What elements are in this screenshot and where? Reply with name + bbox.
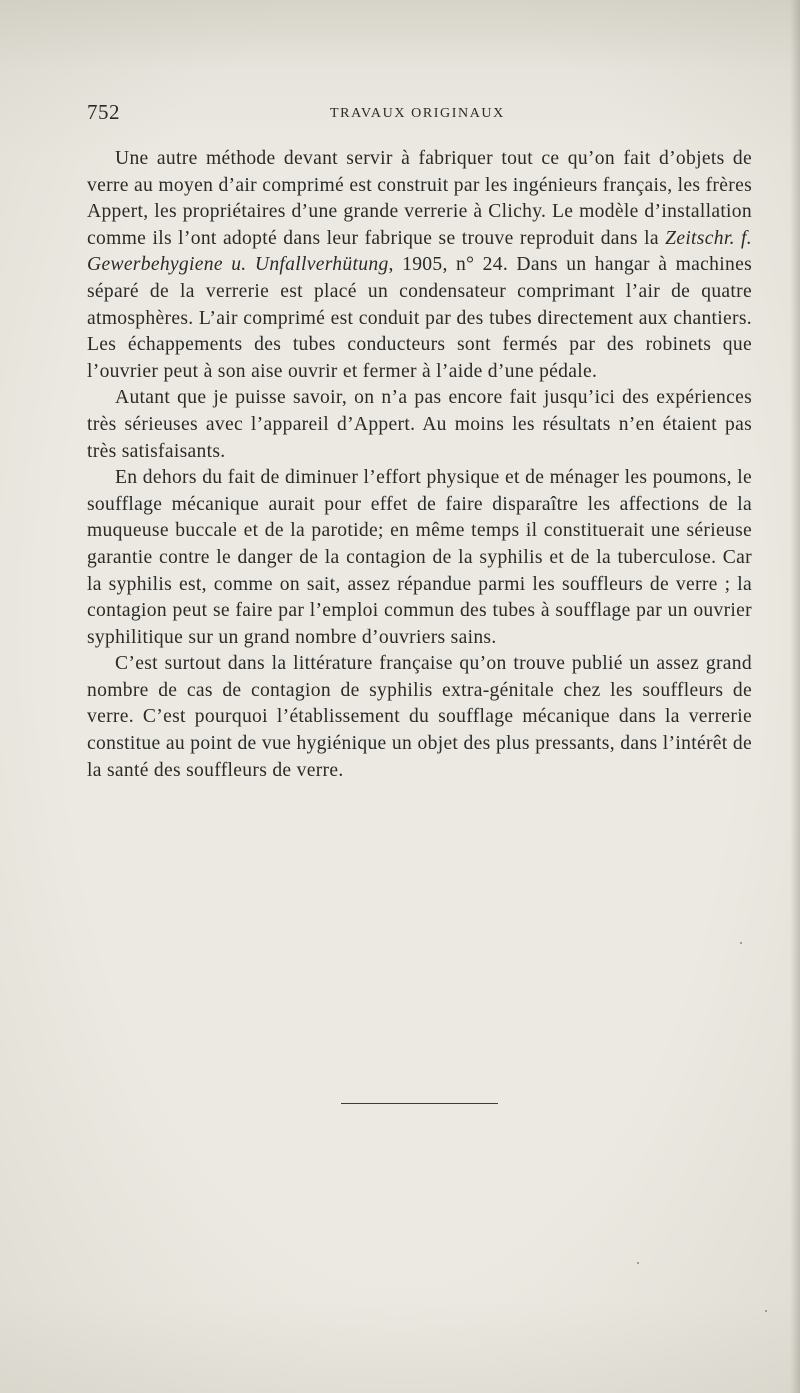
journal-title: Zeitschr. f. Gewerbehygiene u. Unfallverhütung [87, 227, 753, 276]
page-header [87, 100, 752, 130]
paragraph-4: C’est surtout dans la littérature française qu’on trouve publié un assez grand nombre de cas de contagion de syphilis extra-génitale chez les souffleurs de verre. C’est pourquoi l’établissement du soufflage mécanique dans la verrerie constitue au point de vue hygiénique un objet des plus pressants, dans l’intérêt de la santé des souffleurs de verre. [87, 653, 752, 781]
paragraph-1-text-end: , 1905, n° 24. Dans un hangar à machines séparé de la verrerie est placé un condensateur comprimant l’air de quatre atmosphères. L’air comprimé est conduit par des tubes directement aux chantiers. Les échappements des tubes conducteurs sont fermés par des robinets que l’ouvrier peut à son aise ouvrir et fermer à l’aide d’une pédale. [87, 254, 752, 382]
paper-speck [740, 942, 742, 944]
paper-speck [637, 1262, 639, 1264]
page-edge-shadow [790, 0, 800, 1393]
paragraph-1 [87, 146, 752, 385]
paragraph-3: En dehors du fait de diminuer l’effort physique et de ménager les poumons, le soufflage mécanique aurait pour effet de faire disparaître les affections de la muqueuse buccale et de la parotide; en même temps il constituerait une sérieuse garantie contre le danger de la contagion de la syphilis et de la tuberculose. Car la syphilis est, comme on sait, assez répandue parmi les souffleurs de verre ; la contagion peut se faire par l’emploi commun des tubes à soufflage par un ouvrier syphilitique sur un grand nombre d’ouvriers sains. [87, 467, 752, 648]
end-rule [341, 1103, 498, 1104]
body-text [87, 146, 752, 784]
paper-speck [765, 1310, 767, 1312]
running-head: TRAVAUX ORIGINAUX [330, 106, 505, 121]
page-number: 752 [87, 100, 120, 124]
paragraph-2: Autant que je puisse savoir, on n’a pas encore fait jusqu’ici des expériences très sérieuses avec l’appareil d’Appert. Au moins les résultats n’en étaient pas très satisfaisants. [87, 387, 752, 462]
paragraph-1-text-start: Une autre méthode devant servir à fabriquer tout ce qu’on fait d’objets de verre au moyen d’air comprimé est construit par les ingénieurs français, les frères Appert, les propriétaires d’une grande verrerie à Clichy. Le modèle d’installation comme ils l’ont adopté dans leur fabrique se trouve reproduit dans la [87, 148, 752, 249]
